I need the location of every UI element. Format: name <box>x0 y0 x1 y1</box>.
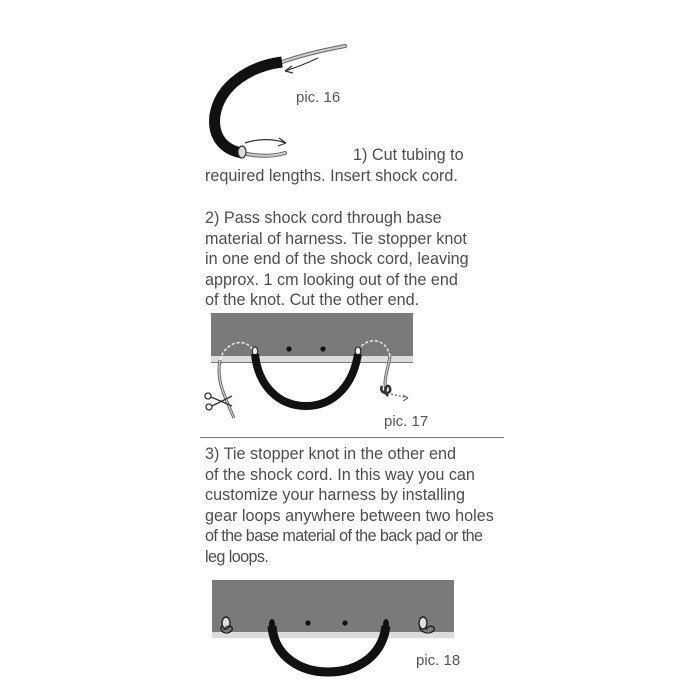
pic17-illustration <box>198 310 420 422</box>
step3-line: gear loops anywhere between two holes <box>205 506 494 525</box>
step2-line: 2) Pass shock cord through base <box>205 209 442 227</box>
pic16-caption: pic. 16 <box>296 89 341 106</box>
step3-line: of the base material of the back pad or the <box>205 527 483 545</box>
step1-line1: 1) Cut tubing to <box>353 146 464 164</box>
step3-line: of the shock cord. In this way you can <box>205 465 475 484</box>
step2-line: of the knot. Cut the other end. <box>205 291 420 309</box>
step2-line: in one end of the shock cord, leaving <box>205 250 469 268</box>
step2-line: material of harness. Tie stopper knot <box>205 229 467 248</box>
step3-line: 3) Tie stopper knot in the other end <box>205 445 457 463</box>
section-divider <box>200 437 504 438</box>
pic17-caption: pic. 17 <box>384 413 429 430</box>
step2-text <box>205 208 515 311</box>
step2-line: approx. 1 cm looking out of the end <box>205 270 458 289</box>
step1-line2: required lengths. Insert shock cord. <box>205 167 458 185</box>
step3-text <box>205 444 515 567</box>
step3-line: customize your harness by installing <box>205 486 466 504</box>
step3-line: leg loops. <box>205 547 269 566</box>
pic18-caption: pic. 18 <box>416 652 461 669</box>
